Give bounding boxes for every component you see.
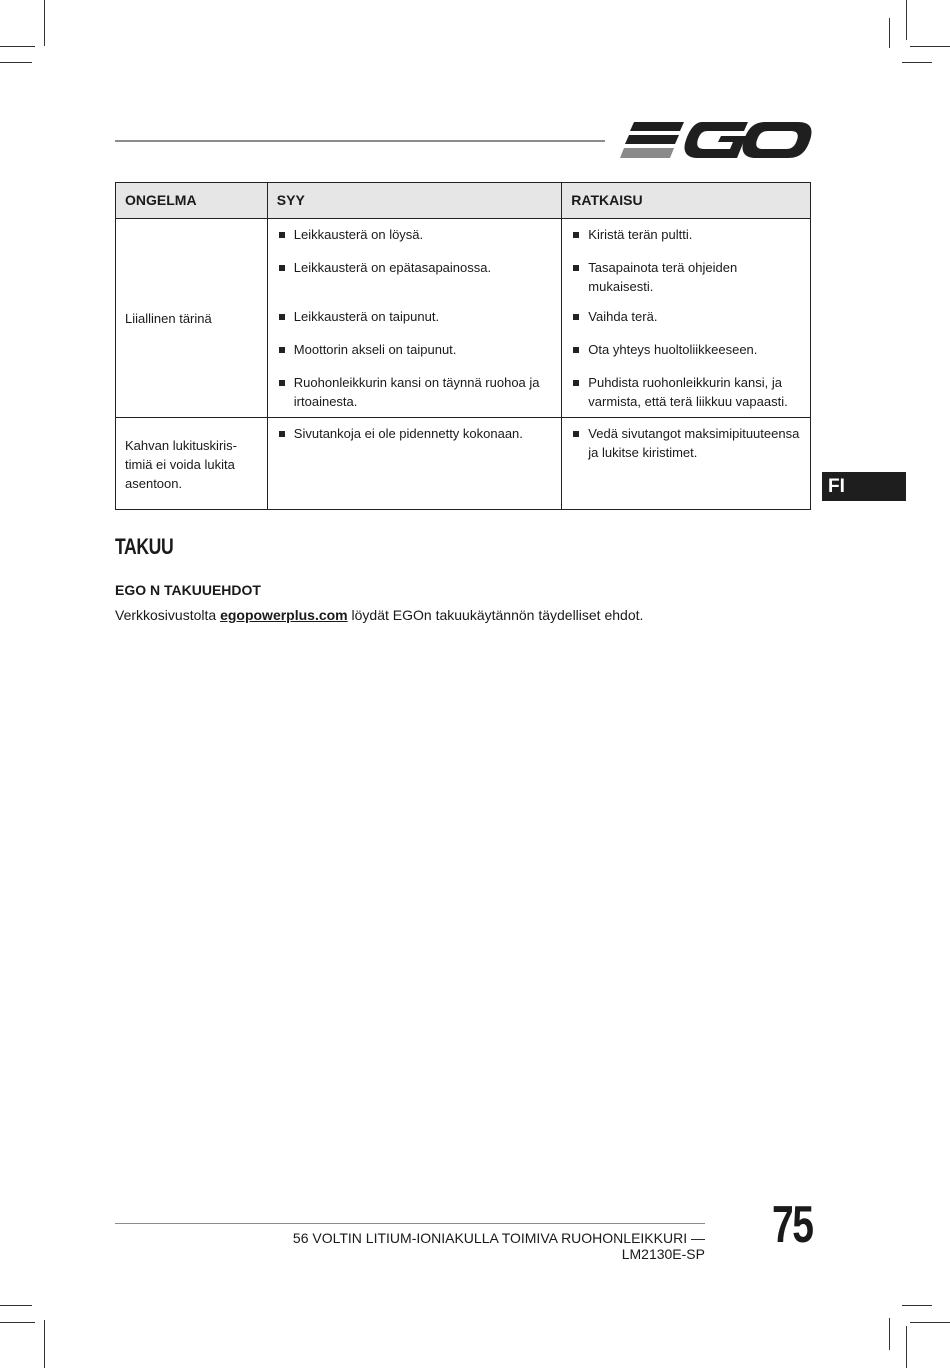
warranty-text-before: Verkkosivustolta — [115, 607, 221, 623]
footer-product-title: 56 VOLTIN LITIUM-IONIAKULLA TOIMIVA RUOHONLEIKKURI — LM2130E-SP — [292, 1230, 705, 1262]
solution-cell — [562, 219, 811, 418]
crop-mark — [902, 1305, 932, 1306]
crop-mark — [0, 1305, 32, 1306]
ego-logo — [620, 118, 812, 162]
footer-rule — [115, 1223, 705, 1224]
crop-mark — [0, 1322, 35, 1323]
crop-mark — [910, 1322, 950, 1323]
cause-item: Sivutankoja ei ole pidennetty kokonaan. — [277, 424, 554, 443]
section-title: TAKUU — [115, 534, 174, 559]
crop-mark — [906, 0, 907, 40]
table-row — [116, 418, 811, 510]
crop-mark — [889, 18, 890, 48]
cause-item: Leikkausterä on löysä. — [277, 225, 554, 244]
page-number: 75 — [772, 1196, 813, 1254]
crop-mark — [906, 1326, 907, 1368]
cause-cell — [267, 418, 562, 510]
crop-mark — [902, 62, 932, 63]
table-row — [116, 219, 811, 418]
solution-cell — [562, 418, 811, 510]
problem-cell: Liiallinen tärinä — [116, 219, 268, 418]
language-tab: FI — [822, 472, 906, 501]
cause-item: Leikkausterä on epätasapainossa. — [277, 258, 554, 277]
crop-mark — [44, 1320, 45, 1368]
solution-item: Ota yhteys huoltoliikkeeseen. — [571, 340, 802, 359]
crop-mark — [910, 46, 950, 47]
crop-mark — [0, 46, 35, 47]
column-header-solution: RATKAISU — [562, 183, 811, 219]
troubleshooting-table — [115, 182, 811, 510]
warranty-text-after: löydät EGOn takuukäytännön täydelliset ehdot. — [347, 607, 644, 623]
solution-item: Vedä sivutangot maksimipituuteensa ja lukitse kiristimet. — [571, 424, 802, 462]
warranty-subheading: EGO N TAKUUEHDOT — [115, 582, 261, 598]
solution-item: Kiristä terän pultti. — [571, 225, 802, 244]
crop-mark — [0, 62, 32, 63]
solution-item: Puhdista ruohonleikkurin kansi, ja varmista, että terä liikkuu vapaasti. — [571, 373, 802, 411]
crop-mark — [44, 0, 45, 46]
website-link[interactable]: egopowerplus.com — [220, 607, 348, 623]
cause-item: Ruohonleikkurin kansi on täynnä ruohoa ja irtoainesta. — [277, 373, 554, 411]
crop-mark — [889, 1318, 890, 1350]
header-rule — [115, 140, 605, 142]
problem-cell: Kahvan lukituskiris-timiä ei voida lukita asentoon. — [116, 418, 268, 510]
table-header-row — [116, 183, 811, 219]
column-header-cause: SYY — [267, 183, 562, 219]
cause-cell — [267, 219, 562, 418]
column-header-problem: ONGELMA — [116, 183, 268, 219]
solution-item: Tasapainota terä ohjeiden mukaisesti. — [571, 258, 802, 296]
warranty-paragraph — [115, 607, 643, 623]
cause-item: Moottorin akseli on taipunut. — [277, 340, 554, 359]
cause-item: Leikkausterä on taipunut. — [277, 307, 554, 326]
solution-item: Vaihda terä. — [571, 307, 802, 326]
